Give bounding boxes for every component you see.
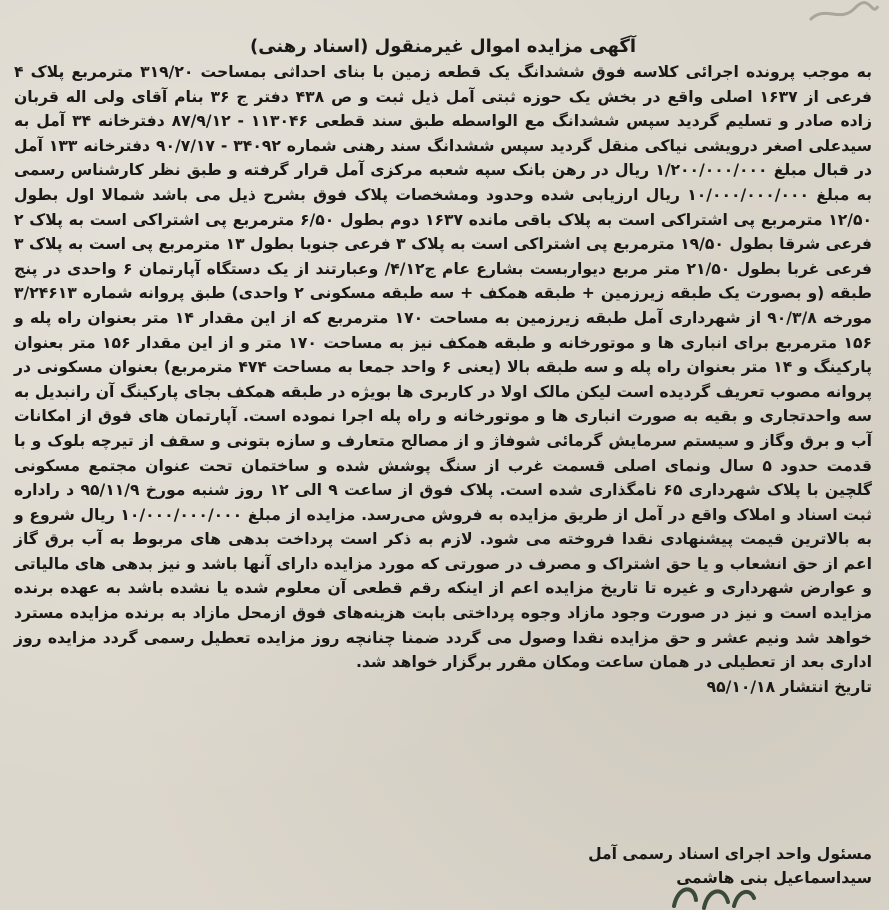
notice-title: آگهی مزایده اموال غیرمنقول (اسناد رهنی) [249, 36, 636, 57]
notice-body: به موجب پرونده اجرائی کلاسه فوق ششدانگ یک قطعه زمین با بنای احداثی بمساحت ۳۱۹/۲۰ مترمربع پلاک ۴ فرعی از ۱۶۳۷ اصلی واقع در بخش یک حوزه ثبتی آمل ذیل ثبت و ص ۴۳۸ دفتر ج ۳۶ بنام آقای ولی اله قربان زاده صادر و تسلیم گردید سپس ششدانگ مع الواسطه طبق سند قطعی ۱۱۳۰۴۶ - ۸۷/۹/۱۲ دفترخانه ۳۴ آمل به سیدعلی اصغر درویشی نیاکی منقل گردید سپس ششدانگ سند رهنی شماره ۳۴۰۹۲ - ۹۰/۷/۱۷ دفترخانه ۱۳۳ آمل در قبال مبلغ ۱/۲۰۰/۰۰۰/۰۰۰ ریال در رهن بانک سپه شعبه مرکزی آمل قرار گرفته و طبق نظر کارشناس رسمی به مبلغ ۱۰/۰۰۰/۰۰۰/۰۰۰ ریال ارزیابی شده وحدود ومشخصات پلاک فوق بشرح ذیل می باشد شمالا اول بطول ۱۲/۵۰ مترمربع پی اشتراکی است به پلاک باقی مانده ۱۶۳۷ دوم بطول ۶/۵۰ مترمربع پی اشتراکی است به پلاک ۲ فرعی شرقا بطول ۱۹/۵۰ مترمربع پی اشتراکی است به پلاک ۳ فرعی جنوبا بطول ۱۳ مترمربع پی است به پلاک ۳ فرعی غربا بطول ۲۱/۵۰ متر مربع دیواربست بشارع عام ج۴/۱۲/ وعبارتند از یک دستگاه آپارتمان ۶ واحدی در پنج طبقه (و بصورت یک طبقه زیرزمین + طبقه همکف + سه طبقه مسکونی ۲ واحدی) طبق پروانه شماره ۳/۲۴۶۱۳ مورخه ۹۰/۳/۸ از شهرداری آمل طبقه زیرزمین به مساحت ۱۷۰ مترمربع که از این مقدار ۱۴ متر بعنوان راه پله و ۱۵۶ مترمربع برای انباری ها و موتورخانه و طبقه همکف نیز به مساحت ۱۷۰ متر و از این مقدار ۱۵۶ متر بعنوان پارکینگ و ۱۴ متر بعنوان راه پله و سه طبقه بالا (یعنی ۶ واحد جمعا به مساحت ۴۷۴ مترمربع) بعنوان مسکونی در پروانه مصوب تعریف گردیده است لیکن مالک اولا در کاربری ها بویژه در طبقه همکف بجای پارکینگ آن رانبدیل به سه واحدتجاری و بقیه به صورت انباری ها و موتورخانه و راه پله اجرا نموده است. آپارتمان های فوق از امکانات آب و برق وگاز و سیستم سرمایش گرمائی شوفاژ و از مصالح متعارف و سازه بتونی و سقف از تیرچه بلوک و با قدمت حدود ۵ سال ونمای اصلی قسمت غرب از سنگ پوشش شده و ساختمان تحت عنوان مجتمع مسکونی گلچین با پلاک شهرداری ۶۵ نامگذاری شده است. پلاک فوق از ساعت ۹ الی ۱۲ روز شنبه مورخ ۹۵/۱۱/۹ د راداره ثبت اسناد و املاک واقع در آمل از طریق مزایده به فروش می‌رسد. مزایده از مبلغ ۱۰/۰۰۰/۰۰۰/۰۰۰ ریال شروع و به بالاترین قیمت پیشنهادی نقدا فروخته می شود. لازم به ذکر است پرداخت بدهی های مربوط به آب برق گاز اعم از حق انشعاب و یا حق اشتراک و مصرف در صورتی که مورد مزایده دارای آنها باشد و نیز بدهی های مالیاتی و عوارض شهرداری و غیره تا تاریخ مزایده اعم از اینکه رقم قطعی آن معلوم شده یا نشده باشد به عهده برنده مزایده است و نیز در صورت وجود مازاد وجوه پرداختی بابت هزینه‌های فوق ازمحل مازاد به برنده مزایده مسترد خواهد شد ونیم عشر و حق مزایده نقدا وصول می گردد ضمنا چنانچه روز مزایده تعطیل رسمی گردد مزایده روز اداری بعد از تعطیلی در همان ساعت ومکان مقرر برگزار خواهد شد. [14, 63, 873, 672]
smudge-mark-icon [800, 0, 880, 28]
auction-notice [14, 34, 872, 699]
signature-title: مسئول واحد اجرای اسناد رسمی آمل [588, 845, 872, 863]
signature-name: سیداسماعیل بنی هاشمی [676, 869, 872, 887]
handwritten-mark-icon [668, 878, 758, 910]
publish-date: تاریخ انتشار ۹۵/۱۰/۱۸ [706, 677, 872, 696]
